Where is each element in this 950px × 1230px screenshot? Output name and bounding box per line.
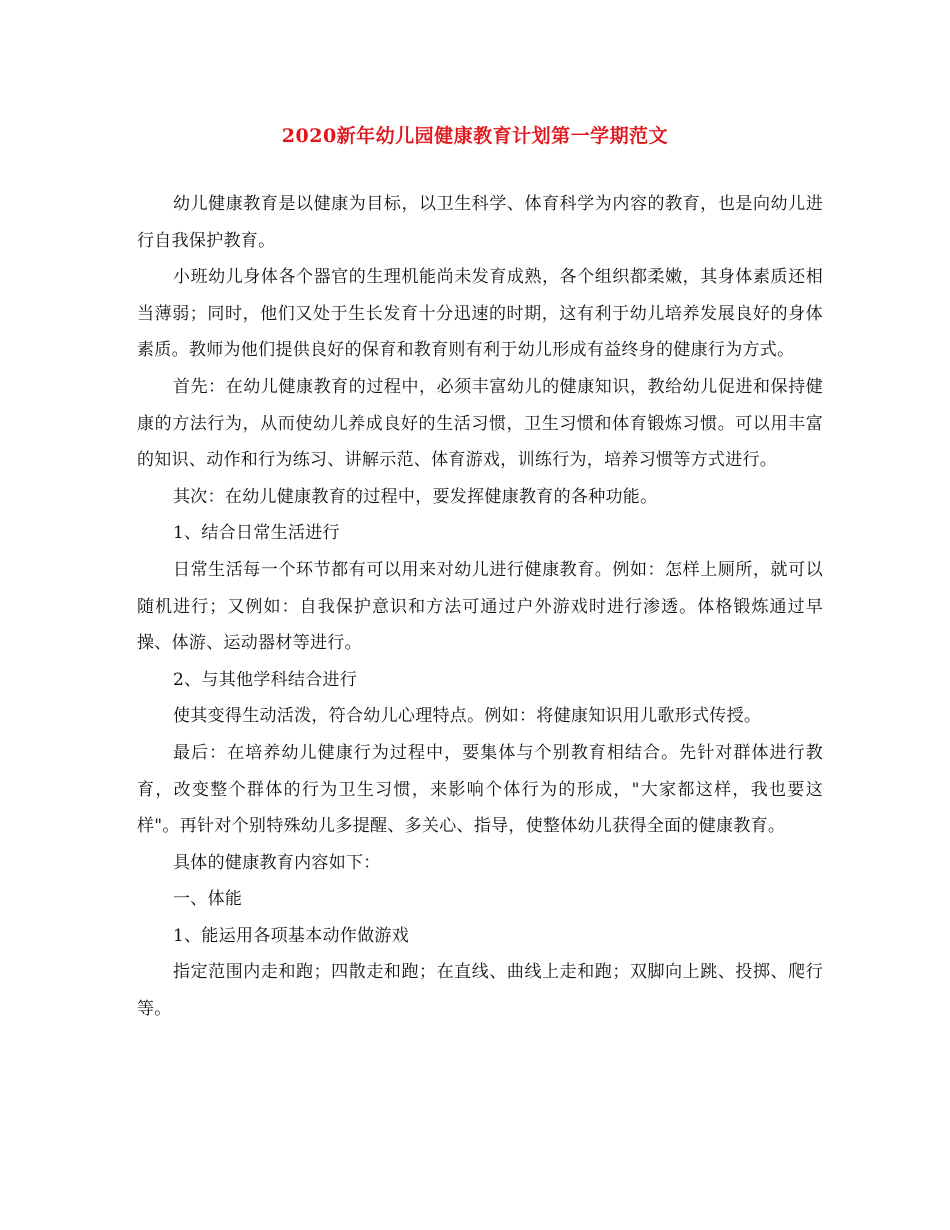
paragraph-daily-life: 日常生活每一个环节都有可以用来对幼儿进行健康教育。例如：怎样上厕所，就可以随机进行；又例如：自我保护意识和方法可通过户外游戏时进行渗透。体格锻炼通过早操、体游、运动器材等进行。 [137, 559, 823, 654]
heading-other-subjects: 2、与其他学科结合进行 [173, 669, 358, 690]
paragraph-finally: 最后：在培养幼儿健康行为过程中，要集体与个别教育相结合。先针对群体进行教育，改变整个群体的行为卫生习惯，来影响个体行为的形成，"大家都这样，我也要这样"。再针对个别特殊幼儿多提醒、多关心、指导，使整体幼儿获得全面的健康教育。 [137, 742, 823, 837]
paragraph-second: 其次：在幼儿健康教育的过程中，要发挥健康教育的各种功能。 [173, 486, 658, 507]
paragraph-first: 首先：在幼儿健康教育的过程中，必须丰富幼儿的健康知识，教给幼儿促进和保持健康的方法行为，从而使幼儿养成良好的生活习惯，卫生习惯和体育锻炼习惯。可以用丰富的知识、动作和行为练习、讲解示范、体育游戏，训练行为，培养习惯等方式进行。 [137, 376, 823, 471]
heading-physical-ability: 一、体能 [173, 889, 243, 910]
paragraph-content-intro: 具体的健康教育内容如下： [173, 852, 381, 873]
paragraph-other-subjects: 使其变得生动活泼，符合幼儿心理特点。例如：将健康知识用儿歌形式传授。 [173, 706, 762, 727]
document-body [137, 186, 823, 1028]
heading-basic-movements: 1、能运用各项基本动作做游戏 [173, 925, 410, 946]
document-title: 2020新年幼儿园健康教育计划第一学期范文 [281, 125, 669, 147]
heading-daily-life: 1、结合日常生活进行 [173, 523, 340, 544]
paragraph-child-development: 小班幼儿身体各个器官的生理机能尚未发育成熟，各个组织都柔嫩，其身体素质还相当薄弱；同时，他们又处于生长发育十分迅速的时期，这有利于幼儿培养发展良好的身体素质。教师为他们提供良好的保育和教育则有利于幼儿形成有益终身的健康行为方式。 [137, 267, 823, 361]
paragraph-intro: 幼儿健康教育是以健康为目标，以卫生科学、体育科学为内容的教育，也是向幼儿进行自我保护教育。 [137, 194, 823, 251]
paragraph-basic-movements: 指定范围内走和跑；四散走和跑；在直线、曲线上走和跑；双脚向上跳、投掷、爬行等。 [137, 962, 823, 1020]
